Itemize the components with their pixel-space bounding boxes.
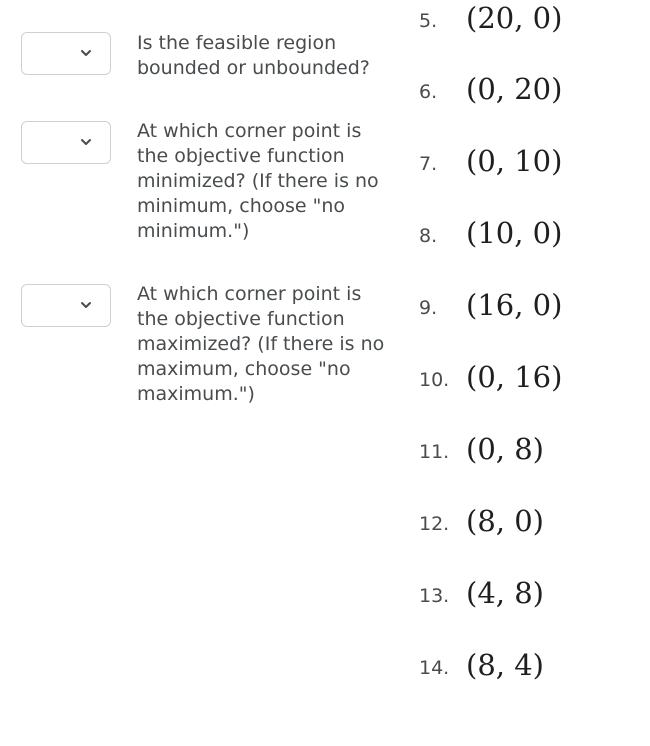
- chevron-down-icon: [80, 299, 92, 311]
- choice-number: 7.: [419, 153, 438, 175]
- choice-number: 10.: [419, 369, 450, 391]
- chevron-down-icon: [80, 136, 92, 148]
- choice-value: (0, 8): [466, 432, 544, 466]
- dropdown-bounded[interactable]: [21, 32, 111, 75]
- chevron-down-icon: [80, 47, 92, 59]
- question-bounded: Is the feasible region bounded or unbounded?: [137, 32, 370, 79]
- choice-number: 12.: [419, 513, 450, 535]
- choice-number: 13.: [419, 585, 450, 607]
- choice-number: 11.: [419, 441, 450, 463]
- choice-number: 8.: [419, 225, 438, 247]
- dropdown-minimized[interactable]: [21, 121, 111, 164]
- choice-number: 14.: [419, 657, 450, 679]
- question-minimized: At which corner point is the objective function minimized? (If there is no minimum, choose "no minimum."): [137, 120, 379, 242]
- choice-number: 5.: [419, 10, 438, 32]
- choice-value: (4, 8): [466, 576, 544, 610]
- choice-value: (10, 0): [466, 216, 563, 250]
- choice-value: (8, 0): [466, 504, 544, 538]
- choice-number: 6.: [419, 81, 438, 103]
- choice-value: (0, 10): [466, 144, 563, 178]
- choice-number: 9.: [419, 297, 438, 319]
- choice-value: (0, 16): [466, 360, 563, 394]
- choice-value: (0, 20): [466, 72, 563, 106]
- question-maximized: At which corner point is the objective function maximized? (If there is no maximum, choose "no maximum."): [137, 283, 385, 405]
- choice-value: (8, 4): [466, 648, 544, 682]
- choice-value: (20, 0): [466, 1, 563, 35]
- dropdown-maximized[interactable]: [21, 284, 111, 327]
- choice-value: (16, 0): [466, 288, 563, 322]
